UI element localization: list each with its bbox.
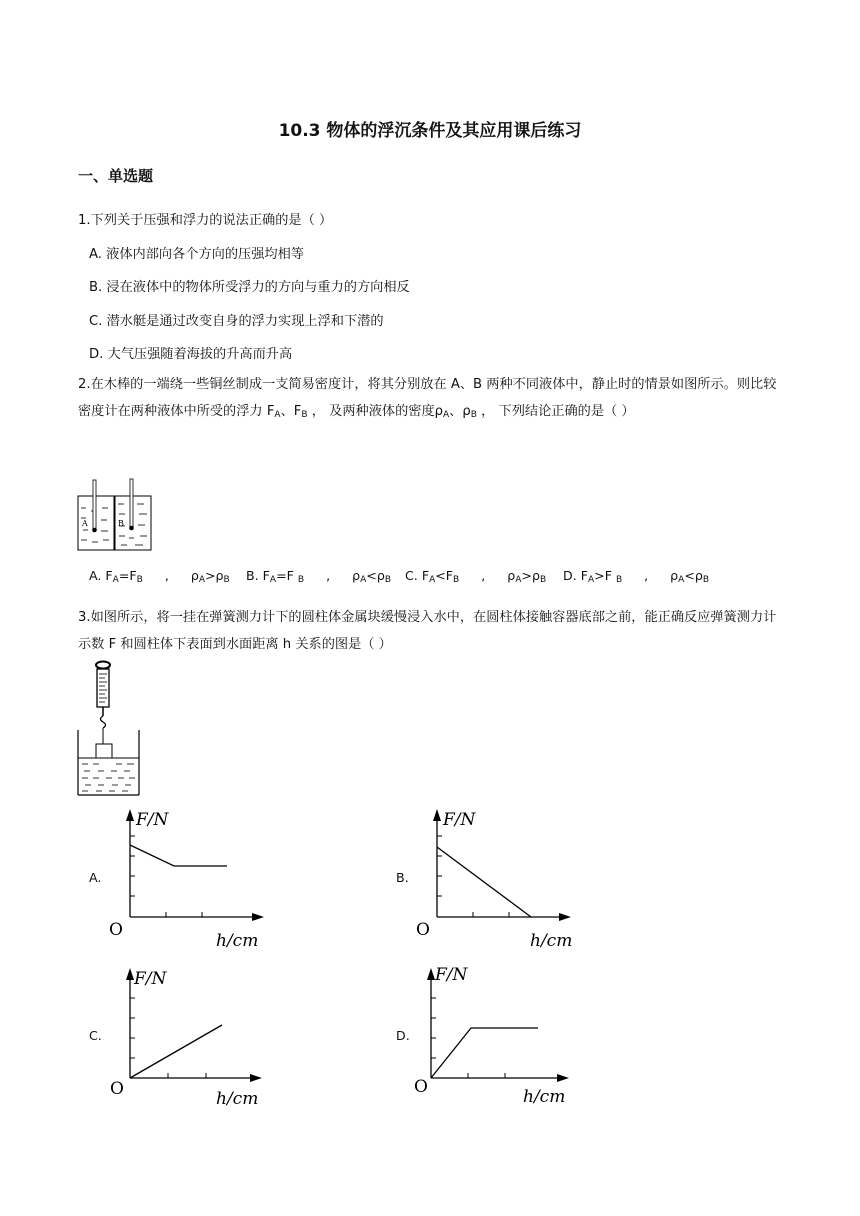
graph-d-origin: O bbox=[414, 1077, 428, 1097]
graph-a-ylabel: F/N bbox=[136, 810, 169, 830]
q1-option-b[interactable]: B. 浸在液体中的物体所受浮力的方向与重力的方向相反 bbox=[89, 280, 410, 295]
graph-c-xlabel: h/cm bbox=[216, 1089, 259, 1109]
q3-graph-d[interactable] bbox=[413, 958, 583, 1108]
q3-option-c-label[interactable]: C. bbox=[89, 1028, 102, 1043]
q1-option-c[interactable]: C. 潜水艇是通过改变自身的浮力实现上浮和下潜的 bbox=[89, 314, 384, 329]
q3-option-b-label[interactable]: B. bbox=[396, 870, 409, 885]
q2-option-a[interactable]: A. $F_A=F_B$ , $\rho_A>\rho_B$ bbox=[89, 568, 230, 585]
density-meter-figure bbox=[77, 478, 153, 552]
graph-c-ylabel: F/N bbox=[134, 969, 167, 989]
figure-label-a: A bbox=[82, 519, 88, 528]
question-3-stem: 3.如图所示，将一挂在弹簧测力计下的圆柱体金属块缓慢浸入水中，在圆柱体接触容器底部之前，能正确反应弹簧测力计示数 F 和圆柱体下表面到水面距离 h 关系的图是（ ） bbox=[78, 610, 777, 652]
graph-a-origin: O bbox=[109, 920, 123, 940]
graph-b-xlabel: h/cm bbox=[530, 931, 573, 951]
q3-graph-a[interactable] bbox=[106, 805, 276, 955]
graph-c-origin: O bbox=[110, 1079, 124, 1099]
section-heading: 一、单选题 bbox=[78, 167, 154, 185]
spring-scale-figure bbox=[76, 660, 142, 798]
q3-graph-c[interactable] bbox=[106, 962, 276, 1112]
graph-b-origin: O bbox=[416, 920, 430, 940]
graph-d-ylabel: F/N bbox=[435, 965, 468, 985]
question-2-stem: 2.在木棒的一端绕一些铜丝制成一支简易密度计，将其分别放在 A、B 两种不同液体中，静止时的情景如图所示。则比较密度计在两种液体中所受的浮力 $F_A$、$F_B$ ， 及两种液体的密度$\rho_A$、$\rho_B$ ， 下列结论正确的是（ ） bbox=[78, 377, 777, 420]
graph-b-ylabel: F/N bbox=[443, 810, 476, 830]
q3-option-d-label[interactable]: D. bbox=[396, 1028, 410, 1043]
q3-graph-b[interactable] bbox=[413, 805, 583, 955]
q1-option-d[interactable]: D. 大气压强随着海拔的升高而升高 bbox=[89, 347, 293, 362]
q1-option-a[interactable]: A. 液体内部向各个方向的压强均相等 bbox=[89, 247, 304, 262]
q2-option-c[interactable]: C. $F_A<F_B$ , $\rho_A>\rho_B$ bbox=[405, 568, 547, 585]
figure-label-b: B bbox=[118, 519, 124, 528]
question-1-stem: 1.下列关于压强和浮力的说法正确的是（ ） bbox=[78, 213, 333, 228]
q2-option-d[interactable]: D. $F_A>F$ $_B$ , $\rho_A<\rho_B$ bbox=[563, 568, 710, 585]
graph-a-xlabel: h/cm bbox=[216, 931, 259, 951]
graph-d-xlabel: h/cm bbox=[523, 1087, 566, 1107]
page-title: 10.3 物体的浮沉条件及其应用课后练习 bbox=[278, 121, 582, 141]
q2-option-b[interactable]: B. $F_A=F$ $_B$ , $\rho_A<\rho_B$ bbox=[246, 568, 391, 585]
q3-option-a-label[interactable]: A. bbox=[89, 870, 102, 885]
